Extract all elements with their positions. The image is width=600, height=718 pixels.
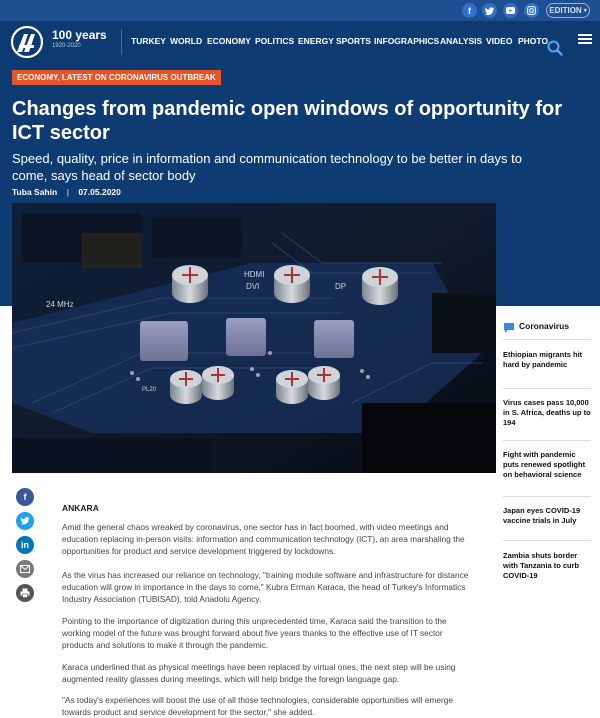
article-subtitle: Speed, quality, price in information and communication technology to be better in days to come, says head of sector body xyxy=(12,151,522,183)
dp-label: DP xyxy=(335,282,347,291)
years-range: 1920-2020 xyxy=(52,43,81,49)
years-label: 100 years xyxy=(52,28,107,42)
instagram-icon[interactable] xyxy=(524,3,539,18)
top-bar xyxy=(0,0,600,21)
sidebar-divider xyxy=(503,496,591,497)
main-nav xyxy=(0,21,600,63)
centenary-logo xyxy=(52,29,107,49)
article-paragraph: "As today's experiences will boost the use of all those technologies, considerable opportunities will emerge towards product and service development for the sector," she added. xyxy=(62,695,454,718)
author-name: Tuba Sahin xyxy=(12,187,58,197)
nav-item-sports[interactable]: SPORTS xyxy=(336,36,371,46)
sidebar-divider xyxy=(503,388,591,389)
menu-icon[interactable] xyxy=(578,32,592,44)
sidebar-item-ethiopian-migrants[interactable]: Ethiopian migrants hit hard by pandemic xyxy=(503,350,583,369)
sidebar-item-japan-vaccine[interactable]: Japan eyes COVID-19 vaccine trials in July xyxy=(503,506,581,525)
byline-divider: | xyxy=(66,187,69,197)
nav-item-energy[interactable]: ENERGY xyxy=(298,36,334,46)
email-icon[interactable] xyxy=(16,560,34,578)
chat-bubble-icon xyxy=(503,321,515,333)
article-image xyxy=(12,203,496,473)
edition-button[interactable] xyxy=(546,3,590,18)
sidebar-divider xyxy=(503,540,591,541)
nav-item-photo[interactable]: PHOTO xyxy=(518,36,549,46)
sidebar-divider xyxy=(503,440,591,441)
sidebar-item-south-africa-cases[interactable]: Virus cases pass 10,000 in S. Africa, deaths up to 194 xyxy=(503,398,591,427)
sidebar-divider xyxy=(503,339,591,340)
facebook-icon[interactable]: f xyxy=(462,3,477,18)
byline xyxy=(12,187,121,197)
nav-item-world[interactable]: WORLD xyxy=(170,36,203,46)
linkedin-icon[interactable]: in xyxy=(16,536,34,554)
nav-item-video[interactable]: VIDEO xyxy=(486,36,513,46)
nav-item-economy[interactable]: ECONOMY xyxy=(207,36,251,46)
print-icon[interactable] xyxy=(16,584,34,602)
nav-item-politics[interactable]: POLITICS xyxy=(255,36,295,46)
facebook-icon[interactable]: f xyxy=(16,488,34,506)
nav-item-analysis[interactable]: ANALYSIS xyxy=(440,36,483,46)
dvi-label: DVI xyxy=(246,282,260,291)
article-paragraph: Karaca underlined that as physical meetings have been replaced by virtual ones, the next step will be using augmented reality glasses during meetings, which will help bridge the foreign language gap. xyxy=(62,662,456,685)
chevron-down-icon: ▾ xyxy=(583,8,587,14)
sidebar-heading[interactable]: Coronavirus xyxy=(519,321,570,331)
nav-item-infographics[interactable]: INFOGRAPHICS xyxy=(374,36,440,46)
nav-item-turkey[interactable]: TURKEY xyxy=(131,36,166,46)
twitter-icon[interactable] xyxy=(482,3,497,18)
category-tag[interactable]: ECONOMY, LATEST ON CORONAVIRUS OUTBREAK xyxy=(12,70,221,85)
dateline: ANKARA xyxy=(62,503,99,513)
sidebar-item-behavioral-science[interactable]: Fight with pandemic puts renewed spotlight on behavioral science xyxy=(503,450,586,479)
twitter-icon[interactable] xyxy=(16,512,34,530)
article-title: Changes from pandemic open windows of opportunity for ICT sector xyxy=(12,98,562,144)
search-icon[interactable] xyxy=(547,40,563,56)
article-paragraph: Pointing to the importance of digitization during this unprecedented time, Karaca said the transition to the working model of the future was brought forward about five years thanks to the effective use of IT sector products and solutions to make it through the pandemic. xyxy=(62,616,447,651)
pl-label: PL20 xyxy=(142,387,157,393)
youtube-icon[interactable] xyxy=(503,3,518,18)
hdmi-label: HDMI xyxy=(244,270,265,279)
article-paragraph: Amid the general chaos wreaked by coronavirus, one sector has in fact boomed, with video meetings and education replacing in-person visits: information and communication technology (ICT), an area marshaling the opportunities for product and service development triggered by lockdowns. xyxy=(62,522,465,557)
edition-label: EDITION xyxy=(549,6,582,15)
sidebar-item-zambia-border[interactable]: Zambia shuts border with Tanzania to curb COVID-19 xyxy=(503,551,580,580)
mhz-label: 24 MHz xyxy=(46,300,74,309)
nav-divider xyxy=(121,29,122,55)
article-paragraph: As the virus has increased our reliance on technology, "training module software and infrastructure for distance education will grow in importance in the days to come," Kubra Erman Karaca, the head of Turkey's Informatics Industry Association (TUBISAD), told Anadolu Agency. xyxy=(62,570,469,605)
aa-logo[interactable] xyxy=(10,26,44,58)
publish-date: 07.05.2020 xyxy=(78,187,121,197)
